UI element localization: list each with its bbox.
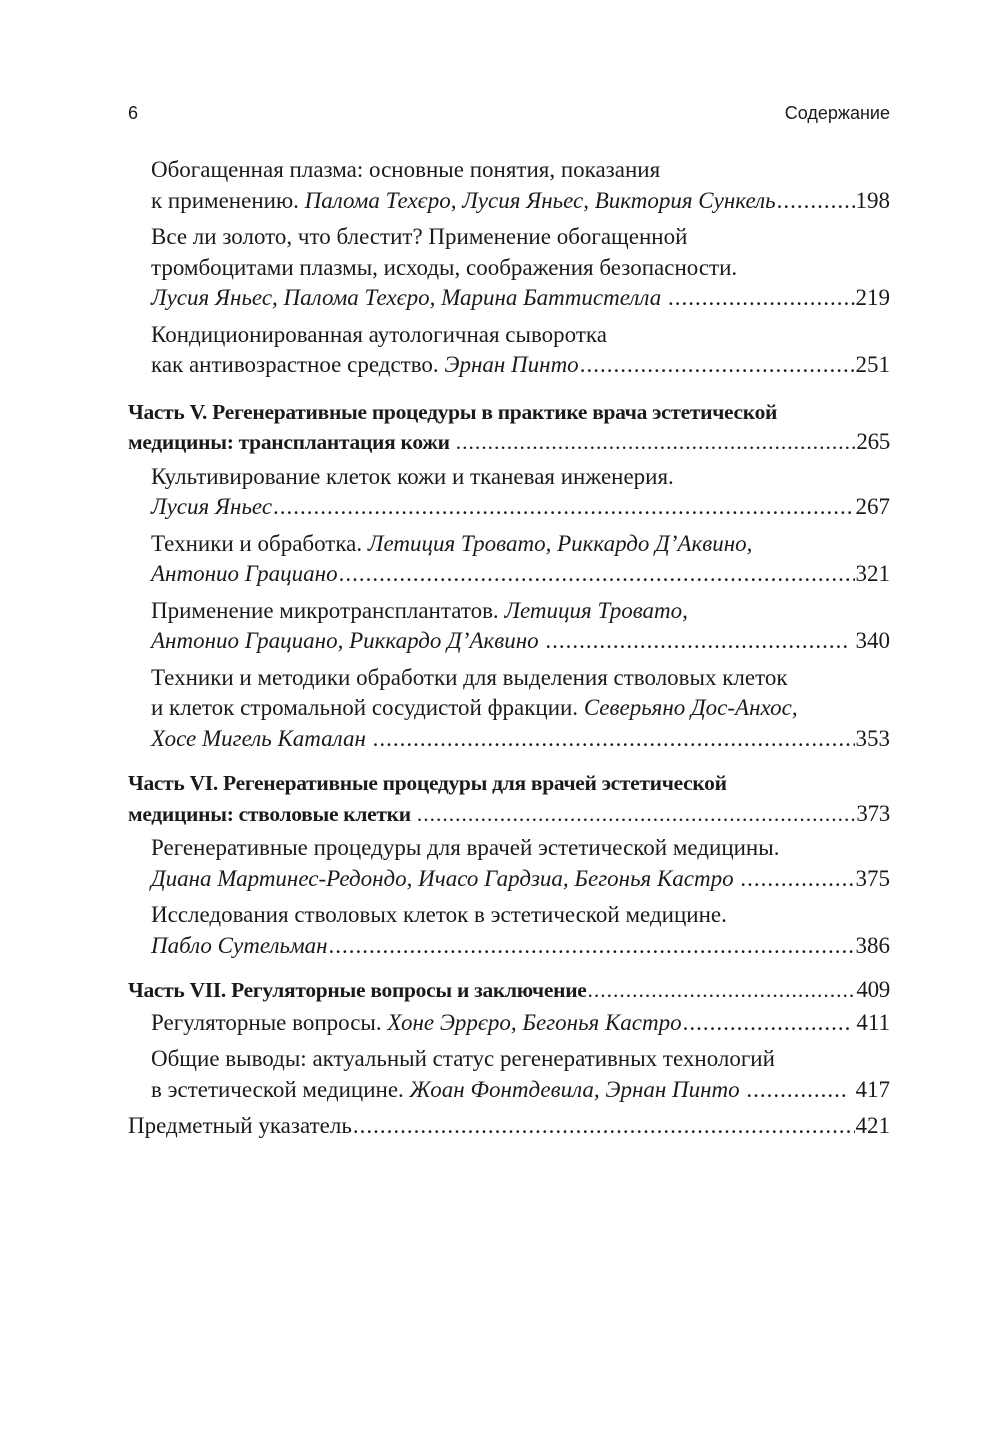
- part-title-line: медицины: трансплантация кожи: [128, 430, 455, 454]
- entry-title-line: Исследования стволовых клеток в эстетической медицине.: [151, 902, 727, 927]
- dot-leader: [339, 559, 855, 590]
- dot-leader: [273, 492, 854, 523]
- dot-leader: [740, 864, 854, 895]
- dot-leader: [417, 799, 856, 830]
- entry-authors: Пабло Сутельман: [151, 932, 328, 958]
- entry-title-line: Кондиционированная аутологичная сыворотка: [151, 321, 607, 347]
- dot-leader: [777, 186, 855, 217]
- toc-part-heading[interactable]: [128, 397, 890, 458]
- part-page-number: 409: [856, 977, 890, 1002]
- toc-entry[interactable]: [128, 833, 890, 894]
- dot-leader: [456, 427, 856, 458]
- entry-page-number: 417: [849, 1076, 890, 1102]
- toc-entry[interactable]: [128, 663, 890, 755]
- entry-authors: Лусия Яньес, Палома Техєро, Марина Баттистелла: [151, 285, 667, 310]
- dot-leader: [353, 1111, 855, 1142]
- part-title-line: Часть VI. Регенеративные процедуры для врачей эстетической: [128, 771, 727, 795]
- part-title-line: Часть V. Регенеративные процедуры в практике врача эстетической: [128, 399, 778, 424]
- entry-page-number: 411: [850, 1009, 890, 1035]
- page-number: 6: [128, 103, 139, 123]
- entry-authors: Хоне Эррєро, Бегонья Кастро: [387, 1009, 682, 1035]
- entry-page-number: 219: [855, 285, 890, 310]
- entry-title-line: Техники и методики обработки для выделения стволовых клеток: [151, 664, 788, 690]
- entry-authors: Хосе Мигель Каталан: [151, 725, 372, 751]
- entry-title-line: тромбоцитами плазмы, исходы, соображения безопасности.: [151, 254, 738, 280]
- dot-leader: [580, 350, 855, 381]
- entry-title-line: Регенеративные процедуры для врачей эстетической медицины.: [151, 835, 780, 860]
- entry-page-number: 353: [855, 725, 890, 751]
- entry-authors: Антонио Грациано: [151, 561, 338, 586]
- dot-leader: [329, 931, 855, 962]
- toc-entry[interactable]: [128, 155, 890, 216]
- dot-leader: [373, 724, 855, 755]
- part-title-line: Часть VII. Регуляторные вопросы и заключение: [128, 978, 587, 1002]
- toc-part-heading[interactable]: [128, 768, 890, 829]
- entry-title-line: Применение микротрансплантатов.: [151, 597, 505, 623]
- entry-authors: Северьяно Дос-Анхос,: [583, 695, 798, 720]
- dot-leader: [683, 1008, 850, 1039]
- entry-title-line: Общие выводы: актуальный статус регенеративных технологий: [151, 1046, 775, 1071]
- toc-part-heading[interactable]: [128, 975, 890, 1006]
- dot-leader: [545, 626, 848, 657]
- entry-page-number: 340: [849, 628, 890, 653]
- entry-page-number: 386: [855, 932, 890, 958]
- dot-leader: [746, 1075, 848, 1106]
- toc-entry[interactable]: [128, 1008, 890, 1039]
- entry-title-line: Культивирование клеток кожи и тканевая инженерия.: [151, 463, 674, 489]
- entry-authors: Жоан Фонтдевила, Эрнан Пинто: [409, 1076, 746, 1102]
- entry-page-number: 251: [855, 352, 890, 377]
- toc-entry[interactable]: [128, 529, 890, 590]
- entry-authors: Лусия Яньес: [151, 494, 273, 519]
- entry-authors: Диана Мартинес-Редондо, Ичасо Гардзиа, Бегонья Кастро: [151, 865, 740, 891]
- entry-title-line: Регуляторные вопросы.: [151, 1009, 388, 1035]
- entry-title-line: Все ли золото, что блестит? Применение обогащенной: [151, 224, 688, 249]
- toc-entry[interactable]: [128, 320, 890, 381]
- entry-title-line: к применению.: [151, 187, 305, 213]
- entry-title-line: Техники и обработка.: [151, 530, 368, 556]
- dot-leader: [588, 975, 856, 1006]
- entry-title-line: и клеток стромальной сосудистой фракции.: [151, 695, 584, 720]
- part-title-line: медицины: стволовые клетки: [128, 801, 416, 826]
- entry-page-number: 321: [855, 561, 890, 586]
- toc-entry[interactable]: [128, 1044, 890, 1105]
- toc-entry[interactable]: [128, 596, 890, 657]
- entry-title-line: как антивозрастное средство.: [151, 352, 445, 377]
- entry-authors: Летиция Тровато,: [504, 597, 688, 623]
- toc-entry[interactable]: [128, 222, 890, 314]
- running-title: Содержание: [784, 103, 890, 123]
- entry-page-number: 421: [855, 1113, 890, 1138]
- part-page-number: 265: [856, 429, 890, 454]
- toc-entry[interactable]: [128, 900, 890, 961]
- entry-title-line: в эстетической медицине.: [151, 1076, 410, 1102]
- index-label: Предметный указатель: [128, 1113, 352, 1138]
- entry-authors: Палома Техєро, Лусия Яньес, Виктория Сункель: [304, 187, 776, 213]
- entry-authors: Эрнан Пинто: [444, 352, 579, 377]
- entry-title-line: Обогащенная плазма: основные понятия, показания: [151, 157, 661, 182]
- entry-page-number: 198: [855, 187, 890, 213]
- entry-page-number: 267: [855, 494, 890, 519]
- dot-leader: [668, 283, 855, 314]
- toc-index-entry[interactable]: [128, 1111, 890, 1142]
- toc-entry[interactable]: [128, 462, 890, 523]
- part-page-number: 373: [856, 800, 890, 826]
- table-of-contents: [128, 155, 890, 1148]
- running-header: [128, 103, 890, 129]
- entry-authors: Антонио Грациано, Риккардо Д’Аквино: [151, 628, 545, 653]
- entry-page-number: 375: [855, 865, 890, 891]
- entry-authors: Летиция Тровато, Риккардо Д’Аквино,: [367, 530, 753, 556]
